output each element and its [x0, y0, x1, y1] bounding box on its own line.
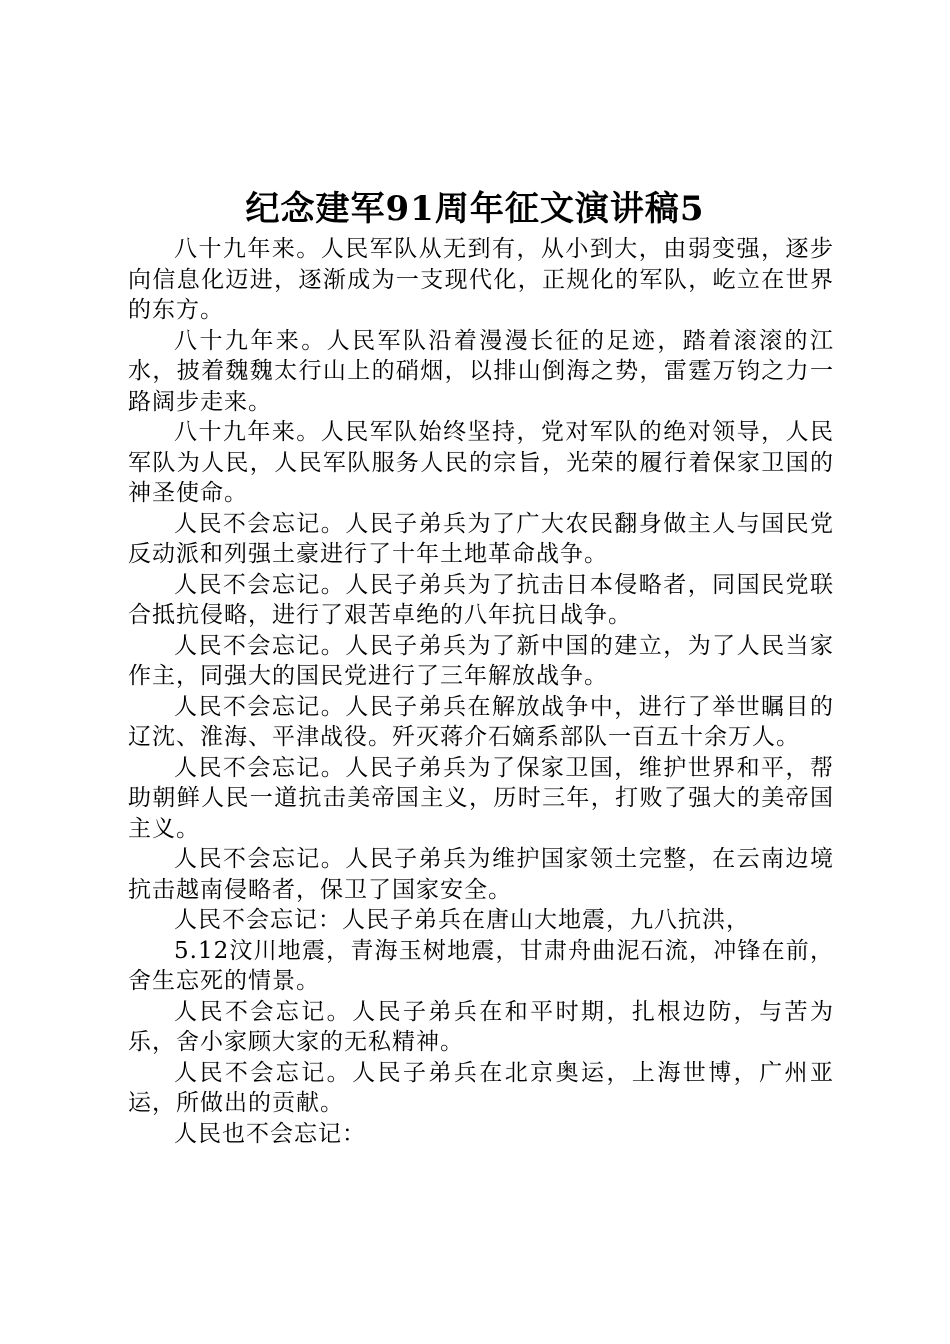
paragraph: 八十九年来。人民军队从无到有，从小到大，由弱变强，逐步向信息化迈进，逐渐成为一支现代化，正规化的军队，屹立在世界的东方。 — [128, 236, 834, 323]
paragraph: 八十九年来。人民军队沿着漫漫长征的足迹，踏着滚滚的江水，披着魏魏太行山上的硝烟，以排山倒海之势，雷霆万钧之力一路阔步走来。 — [128, 327, 834, 415]
paragraph: 人民不会忘记。人民子弟兵为了新中国的建立，为了人民当家作主，同强大的国民党进行了三年解放战争。 — [128, 632, 834, 689]
paragraph: 人民不会忘记。人民子弟兵在北京奥运，上海世博，广州亚运，所做出的贡献。 — [128, 1059, 834, 1116]
document-body — [128, 234, 834, 1149]
paragraph: 5.12汶川地震，青海玉树地震，甘肃舟曲泥石流，冲锋在前，舍生忘死的情景。 — [128, 937, 834, 994]
paragraph: 人民不会忘记：人民子弟兵在唐山大地震，九八抗洪， — [174, 907, 750, 933]
paragraph: 八十九年来。人民军队始终坚持，党对军队的绝对领导，人民军队为人民，人民军队服务人民的宗旨，光荣的履行着保家卫国的神圣使命。 — [128, 419, 834, 506]
paragraph: 人民不会忘记。人民子弟兵在和平时期，扎根边防，与苦为乐，舍小家顾大家的无私精神。 — [128, 998, 834, 1055]
document-title: 纪念建军91周年征文演讲稿5 — [245, 189, 705, 229]
paragraph: 人民不会忘记。人民子弟兵为了抗击日本侵略者，同国民党联合抵抗侵略，进行了艰苦卓绝的八年抗日战争。 — [128, 571, 834, 628]
paragraph: 人民不会忘记。人民子弟兵为了保家卫国，维护世界和平，帮助朝鲜人民一道抗击美帝国主义，历时三年，打败了强大的美帝国主义。 — [128, 754, 834, 842]
paragraph: 人民也不会忘记： — [174, 1120, 366, 1147]
paragraph: 人民不会忘记。人民子弟兵在解放战争中，进行了举世瞩目的辽沈、淮海、平津战役。歼灭蒋介石嫡系部队一百五十余万人。 — [128, 693, 834, 750]
paragraph: 人民不会忘记。人民子弟兵为维护国家领土完整，在云南边境抗击越南侵略者，保卫了国家安全。 — [128, 846, 834, 903]
paragraph: 人民不会忘记。人民子弟兵为了广大农民翻身做主人与国民党反动派和列强土豪进行了十年土地革命战争。 — [128, 510, 834, 567]
